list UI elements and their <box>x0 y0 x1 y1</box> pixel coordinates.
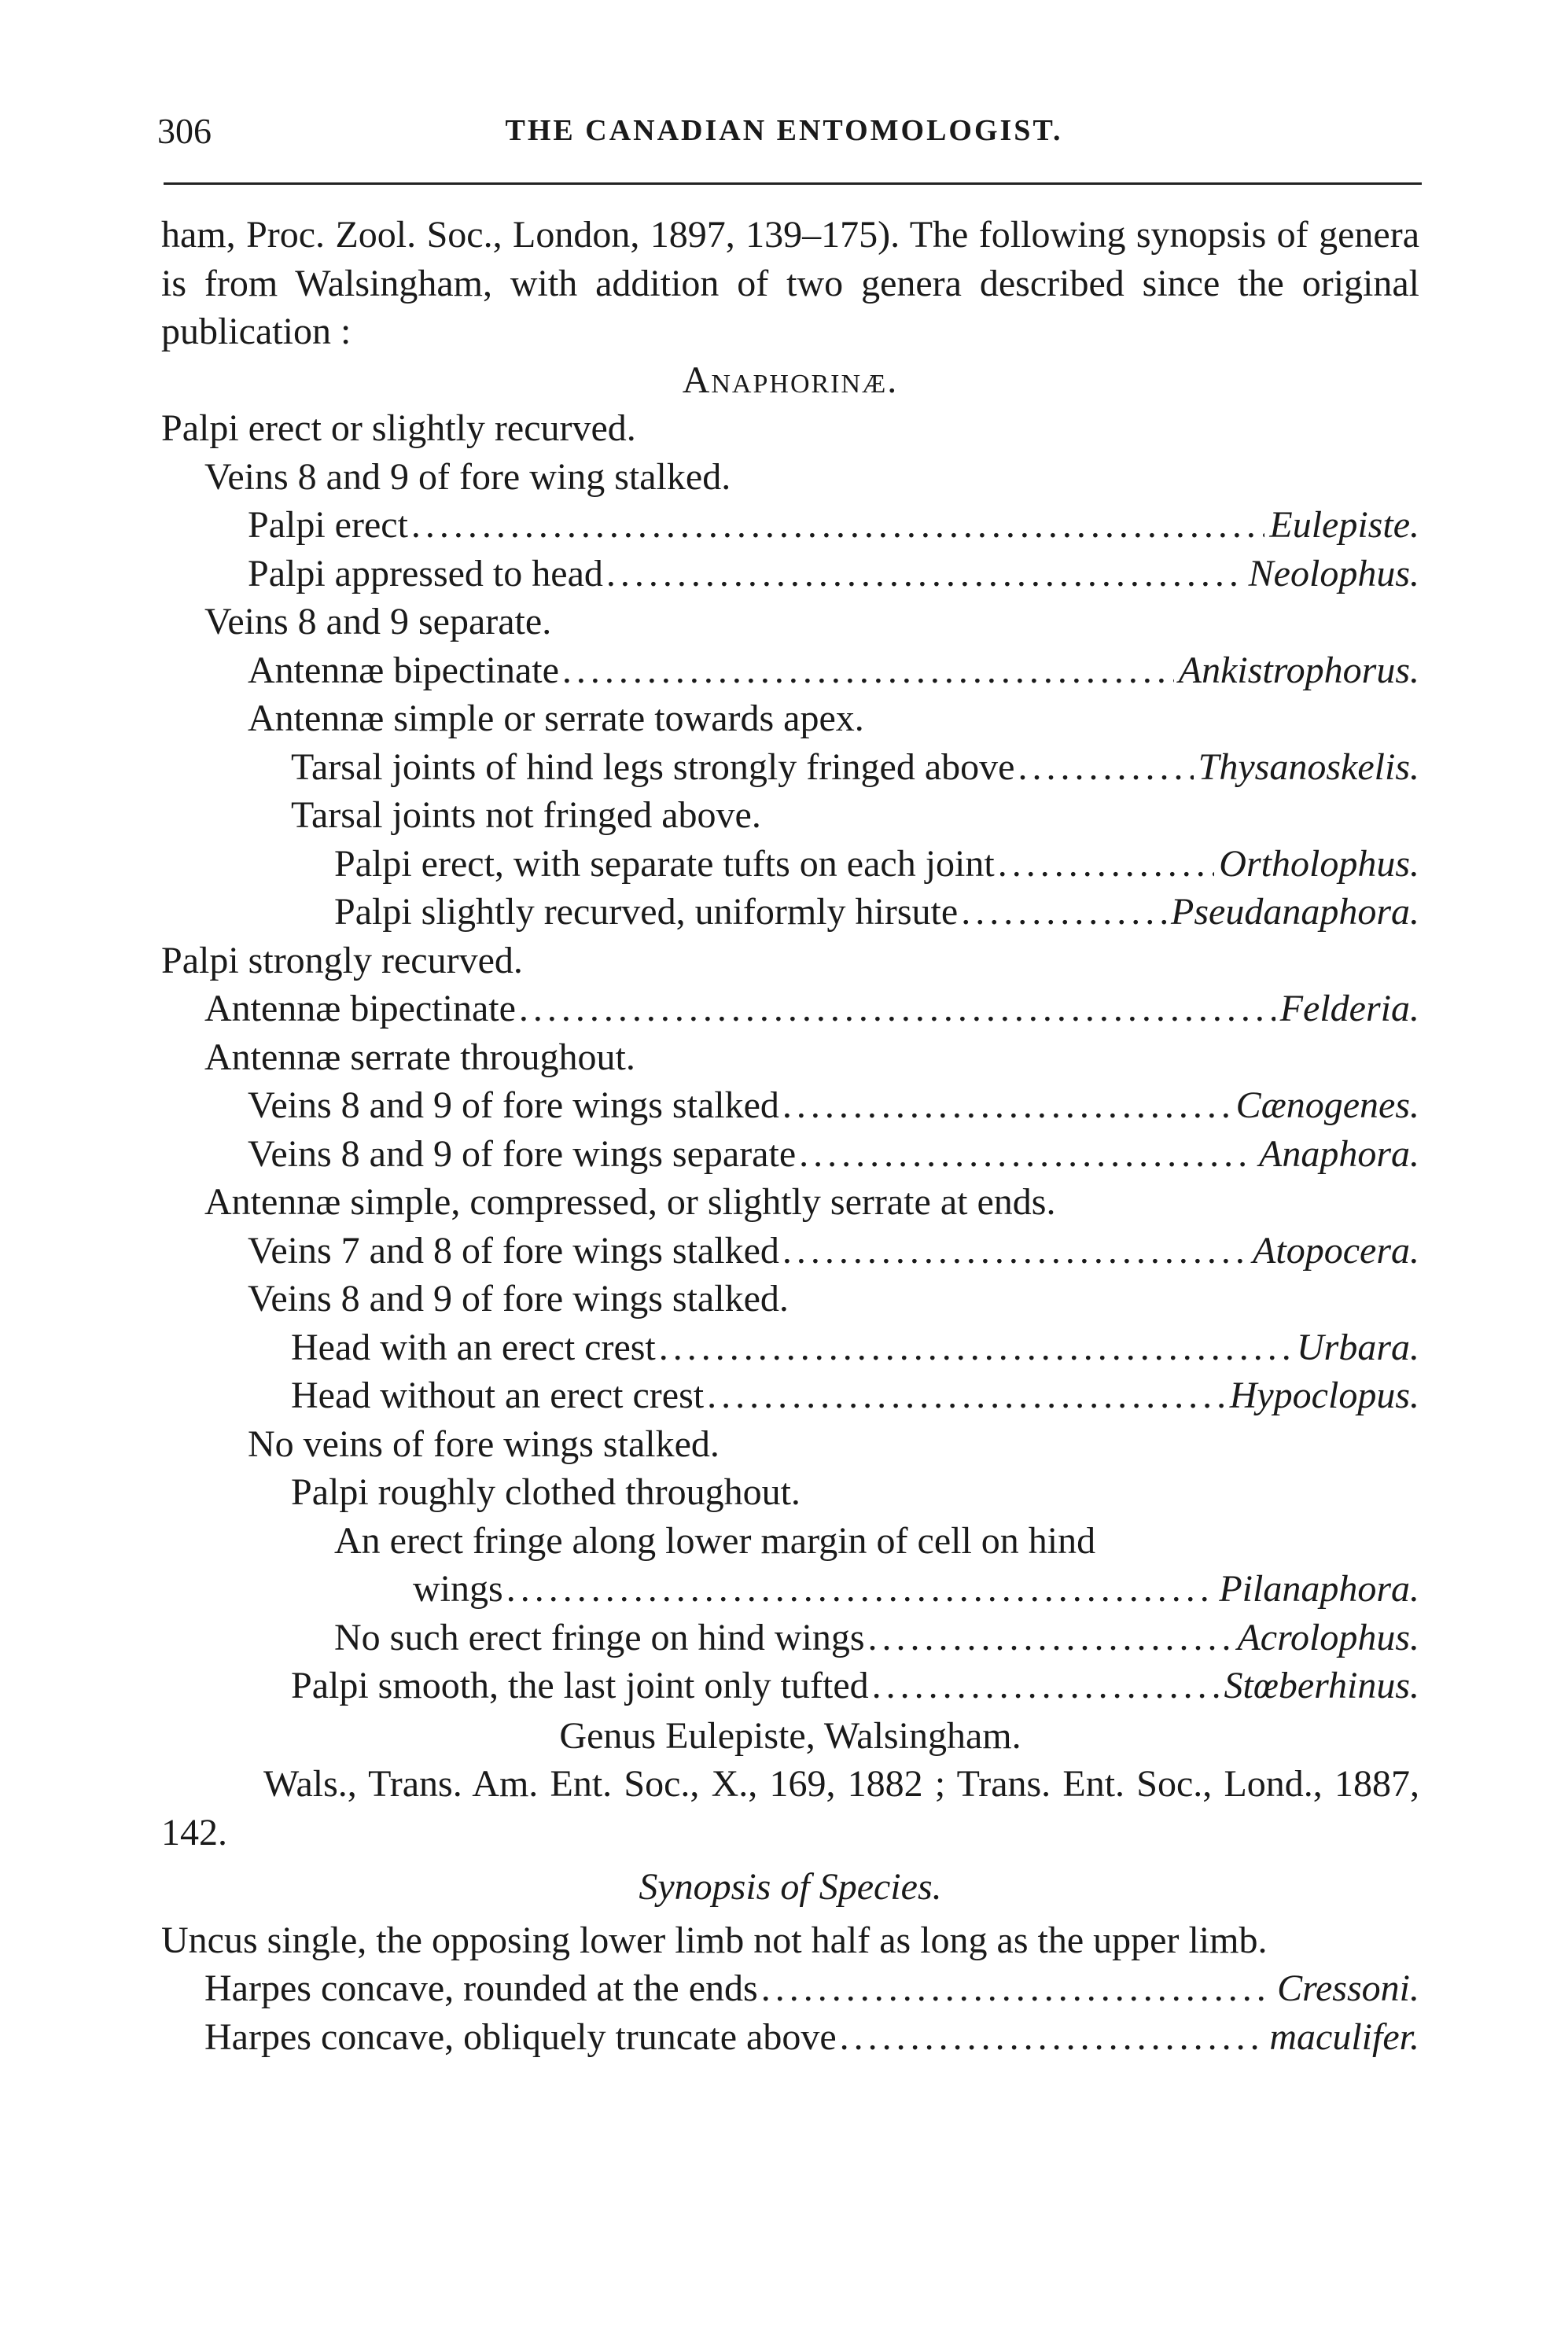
key-line <box>161 1468 1419 1517</box>
genus-heading <box>161 1712 1419 1761</box>
key-line-text: Veins 8 and 9 of fore wing stalked. <box>204 455 731 498</box>
key-taxon-name: Stœberhinus. <box>1224 1665 1419 1706</box>
page-header <box>0 110 1568 165</box>
species-key-taxon-name: Cressoni. <box>1277 1967 1419 2009</box>
key-line-text: Palpi smooth, the last joint only tufted <box>291 1665 869 1706</box>
key-line <box>161 1130 1419 1179</box>
key-line-text: Palpi strongly recurved. <box>161 939 523 981</box>
key-line <box>161 1033 1419 1082</box>
leader-dots <box>779 1227 1248 1275</box>
key-taxon-name: Atopocera. <box>1253 1229 1419 1272</box>
key-taxon-name: Neolophus. <box>1248 552 1419 594</box>
leader-dots <box>503 1565 1215 1614</box>
key-taxon-name: Pseudanaphora. <box>1171 891 1419 933</box>
key-line <box>161 791 1419 840</box>
key-line-text: Veins 8 and 9 of fore wings stalked <box>248 1084 779 1126</box>
key-line-text: Head without an erect crest <box>291 1375 705 1416</box>
key-line-text: wings <box>413 1568 503 1610</box>
page-body <box>161 211 1419 2061</box>
key-line-text: Tarsal joints not fringed above. <box>291 794 761 836</box>
leader-dots <box>995 840 1215 889</box>
species-key-line-text: Harpes concave, rounded at the ends <box>204 1967 758 2009</box>
species-key <box>161 1916 1419 2062</box>
key-line-text: Veins 8 and 9 separate. <box>204 601 552 642</box>
leader-dots <box>758 1964 1272 2013</box>
leader-dots <box>796 1130 1254 1179</box>
key-line-text: Palpi appressed to head <box>248 552 603 594</box>
key-line <box>161 1420 1419 1469</box>
key-line <box>161 694 1419 743</box>
key-line <box>161 937 1419 985</box>
key-line <box>161 1565 1419 1614</box>
key-line <box>161 550 1419 598</box>
species-key-line <box>161 1916 1419 1965</box>
species-key-line <box>161 1964 1419 2013</box>
synopsis-heading: Synopsis of Species. <box>639 1866 942 1908</box>
species-key-taxon-name: maculifer. <box>1269 2015 1419 2058</box>
key-line-text: No veins of fore wings stalked. <box>248 1423 720 1465</box>
key-taxon-name: Ankistrophorus. <box>1178 649 1419 691</box>
key-line <box>161 598 1419 646</box>
leader-dots <box>408 501 1264 550</box>
leader-dots <box>958 888 1166 937</box>
key-taxon-name: Urbara. <box>1296 1326 1419 1368</box>
key-taxon-name: Anaphora. <box>1259 1132 1419 1175</box>
key-line-text: Antennæ serrate throughout. <box>204 1036 635 1078</box>
leader-dots <box>837 2013 1265 2062</box>
leader-dots <box>656 1323 1292 1372</box>
page-number: 306 <box>157 111 212 151</box>
genus-heading-text: Genus Eulepiste, Walsingham. <box>559 1714 1021 1757</box>
genus-key <box>161 404 1419 1710</box>
key-line-text: An erect fringe along lower margin of cell on hind <box>334 1519 1096 1562</box>
intro-paragraph: ham, Proc. Zool. Soc., London, 1897, 139–175). The following synopsis of genera is from Walsingham, with addition of two genera described since the original publication : <box>161 214 1419 352</box>
leader-dots <box>603 550 1244 598</box>
key-line-text: Palpi erect or slightly recurved. <box>161 407 636 449</box>
key-line-text: Veins 7 and 8 of fore wings stalked <box>248 1229 779 1272</box>
leader-dots <box>516 985 1275 1033</box>
key-line <box>161 1275 1419 1323</box>
key-taxon-name: Pilanaphora. <box>1219 1568 1419 1610</box>
species-key-line <box>161 2013 1419 2062</box>
key-line-text: No such erect fringe on hind wings <box>334 1616 865 1658</box>
key-line-text: Tarsal joints of hind legs strongly fringed above <box>291 745 1015 788</box>
species-key-line-text: Uncus single, the opposing lower limb not half as long as the upper limb. <box>161 1919 1268 1961</box>
key-line-text: Palpi roughly clothed throughout. <box>291 1471 801 1513</box>
leader-dots <box>865 1614 1233 1662</box>
key-line-text: Veins 8 and 9 of fore wings stalked. <box>248 1278 789 1320</box>
leader-dots <box>869 1662 1220 1710</box>
leader-dots <box>1014 743 1193 792</box>
section-heading: Anaphorinæ. <box>682 359 899 401</box>
key-line <box>161 646 1419 695</box>
key-line <box>161 1662 1419 1710</box>
key-line <box>161 1614 1419 1662</box>
key-taxon-name: Hypoclopus. <box>1229 1375 1419 1416</box>
key-taxon-name: Thysanoskelis. <box>1198 745 1419 788</box>
key-line <box>161 1178 1419 1227</box>
species-key-line-text: Harpes concave, obliquely truncate above <box>204 2015 837 2058</box>
key-taxon-name: Ortholophus. <box>1219 842 1419 885</box>
key-taxon-name: Felderia. <box>1279 988 1419 1029</box>
key-line-text: Head with an erect crest <box>291 1326 656 1368</box>
key-line-text: Veins 8 and 9 of fore wings separate <box>248 1132 797 1175</box>
leader-dots <box>779 1081 1231 1130</box>
genus-reference: Wals., Trans. Am. Ent. Soc., X., 169, 1882 ; Trans. Ent. Soc., Lond., 1887, 142. <box>161 1763 1419 1853</box>
header-rule <box>164 182 1422 185</box>
key-taxon-name: Cænogenes. <box>1235 1084 1419 1126</box>
key-taxon-name: Eulepiste. <box>1269 504 1419 546</box>
key-taxon-name: Acrolophus. <box>1237 1616 1419 1658</box>
key-line <box>161 1517 1419 1566</box>
key-line <box>161 1371 1419 1420</box>
key-line <box>161 840 1419 889</box>
key-line <box>161 501 1419 550</box>
key-line-text: Antennæ bipectinate <box>204 988 516 1029</box>
leader-dots <box>704 1371 1225 1420</box>
key-line <box>161 1323 1419 1372</box>
key-line-text: Palpi erect <box>248 504 408 546</box>
key-line <box>161 888 1419 937</box>
leader-dots <box>559 646 1174 695</box>
key-line <box>161 985 1419 1033</box>
key-line-text: Palpi slightly recurved, uniformly hirsute <box>334 891 959 933</box>
key-line-text: Antennæ bipectinate <box>248 649 559 691</box>
key-line <box>161 404 1419 453</box>
key-line-text: Antennæ simple, compressed, or slightly serrate at ends. <box>204 1181 1056 1223</box>
key-line-text: Palpi erect, with separate tufts on each joint <box>334 842 995 885</box>
key-line <box>161 743 1419 792</box>
key-line <box>161 1081 1419 1130</box>
key-line <box>161 453 1419 502</box>
running-title: THE CANADIAN ENTOMOLOGIST. <box>505 114 1063 147</box>
key-line <box>161 1227 1419 1275</box>
key-line-text: Antennæ simple or serrate towards apex. <box>248 698 864 739</box>
